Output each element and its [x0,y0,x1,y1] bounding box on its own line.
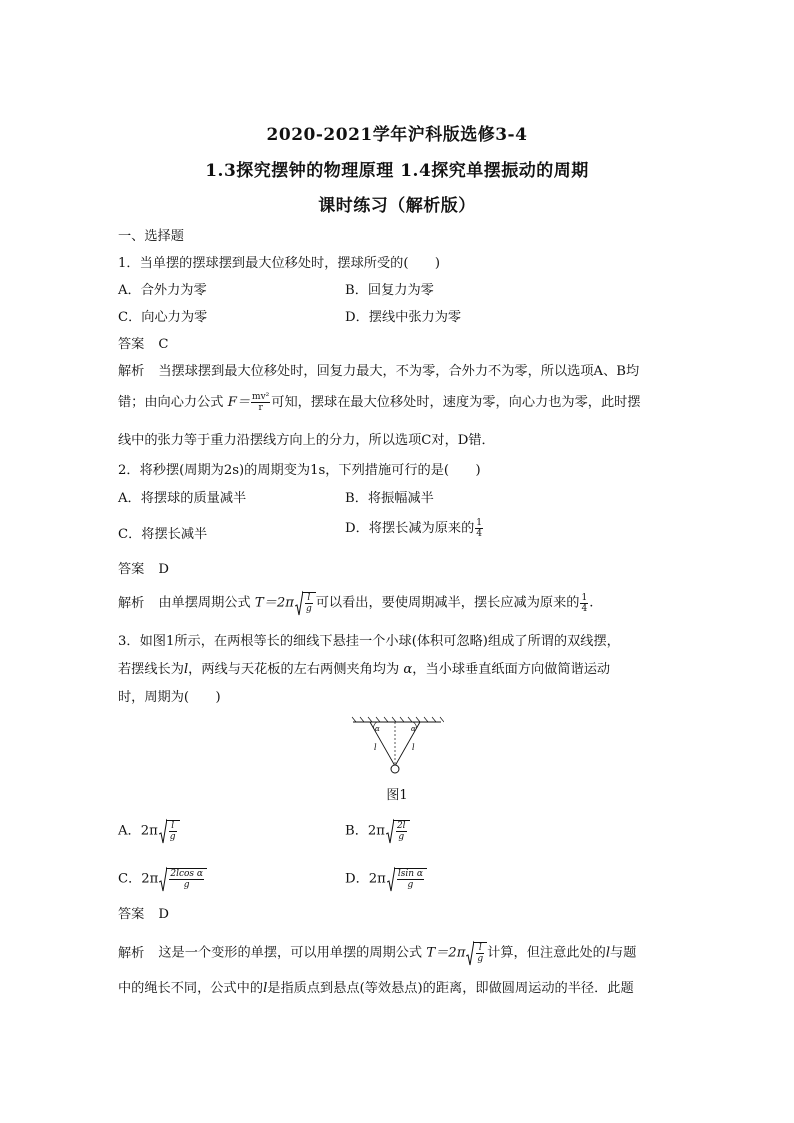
q2-analysis-text-b: 可以看出，要使周期减半，摆长应减为原来的 [315,595,580,611]
q3-d-2pi: 2π [368,871,386,887]
q1-formula-fraction [251,392,270,413]
q2-d-numerator: 1 [476,518,482,528]
q3-answer-value: D [158,907,169,922]
q1-option-a: A．合外力为零 [118,283,207,298]
doc-title-line2: 1.3探究摆钟的物理原理 1.4探究单摆振动的周期 [205,161,589,181]
q3-b-numerator: 2l [396,821,406,831]
q3-stem-text2a: 若摆线长为 [118,662,184,677]
q2-answer-value: D [158,562,169,577]
doc-title-line3: 课时练习（解析版） [318,196,476,216]
q3-answer [118,906,169,924]
q2-analysis-text-a: 由单摆周期公式 [158,595,251,611]
q3-b-denominator: g [398,832,405,842]
q3-a-label: A． [118,823,141,839]
double-pendulum-figure [350,714,444,778]
q2-option-b: B．将振幅减半 [345,491,434,506]
q3-formula-g: g [477,954,484,964]
q3-option-c [118,868,207,890]
fig-alpha-right: α [411,725,416,733]
q3-stem-alpha: α [403,662,413,677]
q3-formula-t: T＝2π [426,945,466,961]
q3-analysis2-l: l [263,981,268,996]
q3-formula-l: l [478,943,482,953]
q1-formula-denominator: r [258,403,263,413]
q2-option-d-fraction [475,518,483,539]
doc-title-line1: 2020-2021学年沪科版选修3-4 [266,125,528,145]
q3-d-numerator: lsin α [397,869,423,879]
q2-option-d-text: D．将摆长减为原来的 [345,521,475,536]
answer-label: 答案 [118,562,145,577]
q3-a-numerator: l [171,821,175,831]
q3-b-label: B． [345,823,368,839]
q3-c-label: C． [118,871,142,887]
answer-label: 答案 [118,337,145,352]
q1-analysis-line1 [118,363,639,381]
q3-stem-text2b: ，两线与天花板的左右两侧夹角均为 [188,662,400,677]
q1-option-b: B．回复力为零 [345,283,434,298]
q1-analysis-text2b: 可知，摆球在最大位移处时，速度为零，向心力也为零，此时摆 [271,395,641,410]
q3-analysis-text1b: 计算，但注意此处的 [487,945,606,961]
q1-option-d: D．摆线中张力为零 [345,310,462,325]
q3-stem-line3: 时，周期为( ) [118,690,221,705]
q3-c-numerator: 2lcos α [170,869,203,879]
q2-d-denominator: 4 [476,529,482,539]
q3-analysis-text2b: 是指质点到悬点(等效悬点)的距离，即做圆周运动的半径．此题 [267,981,634,996]
q3-stem-l: l [183,662,189,677]
q2-analysis: 解析 由单摆周期公式 T＝2π $\frac{l}{g}$ 可以看出，要使周期减半，摆长应减为原来的 $\frac{1}{4}$ . [118,592,594,614]
q2-sqrt [295,592,316,614]
q3-option-b [345,820,410,842]
q2-frac-denominator: 4 [581,603,588,614]
q3-a-2pi: 2π [140,823,158,839]
q3-analysis-text1c: 与题 [610,945,637,961]
q2-stem: 2．将秒摆(周期为2s)的周期变为1s，下列措施可行的是( ) [118,463,481,478]
q3-a-denominator: g [169,832,176,842]
q2-analysis-fraction [580,593,588,614]
q1-answer [118,336,168,354]
answer-label: 答案 [118,907,145,922]
q3-option-a [118,820,180,842]
q1-formula-f: F＝ [227,395,251,410]
q2-frac-numerator: 1 [581,592,588,603]
q2-sqrt-g: g [305,604,312,614]
q1-formula-numerator: mv² [252,392,270,402]
q1-answer-value: C [158,337,169,352]
q3-analysis-line1 [118,942,636,964]
q2-answer [118,561,169,579]
q3-d-denominator: g [407,880,414,890]
q3-option-d [345,868,427,890]
q3-stem-line1: 3．如图1所示，在两根等长的细线下悬挂一个小球(体积可忽略)组成了所谓的双线摆， [118,634,620,649]
fig-l-right: l [412,743,415,752]
q2-formula-t: T＝2π [254,595,294,611]
q1-analysis-line2 [118,392,641,413]
q3-stem-text2c: ，当小球垂直纸面方向做简谐运动 [412,662,611,677]
q1-stem: 1．当单摆的摆球摆到最大位移处时，摆球所受的( ) [118,256,440,271]
fig-l-left: l [374,743,377,752]
q1-analysis-text1: 当摆球摆到最大位移处时，回复力最大，不为零，合外力不为零，所以选项A、B均 [158,364,640,379]
analysis-label: 解析 [118,945,145,961]
q1-analysis-text2a: 错；由向心力公式 [118,395,224,410]
q3-c-denominator: g [183,880,190,890]
q3-analysis-text2a: 中的绳长不同，公式中的 [118,981,264,996]
analysis-label: 解析 [118,364,145,379]
q2-option-c: C．将摆长减半 [118,527,208,542]
q3-b-2pi: 2π [367,823,385,839]
q1-analysis-line3: 线中的张力等于重力沿摆线方向上的分力，所以选项C对，D错． [118,433,495,448]
analysis-label: 解析 [118,595,145,611]
q3-c-2pi: 2π [141,871,159,887]
fig-alpha-left: α [375,725,380,733]
q1-option-c: C．向心力为零 [118,310,208,325]
q3-d-label: D． [345,871,369,887]
q2-option-d [345,518,484,539]
q2-option-a: A．将摆球的质量减半 [118,491,247,506]
figure-caption: 图1 [386,788,408,803]
q3-stem-line2 [118,661,610,679]
q3-analysis-line2 [118,980,634,998]
section-heading: 一、选择题 [118,229,184,244]
q3-analysis-text1a: 这是一个变形的单摆，可以用单摆的周期公式 [158,945,423,961]
q3-analysis-l: l [605,945,611,961]
q2-sqrt-l: l [307,593,311,603]
